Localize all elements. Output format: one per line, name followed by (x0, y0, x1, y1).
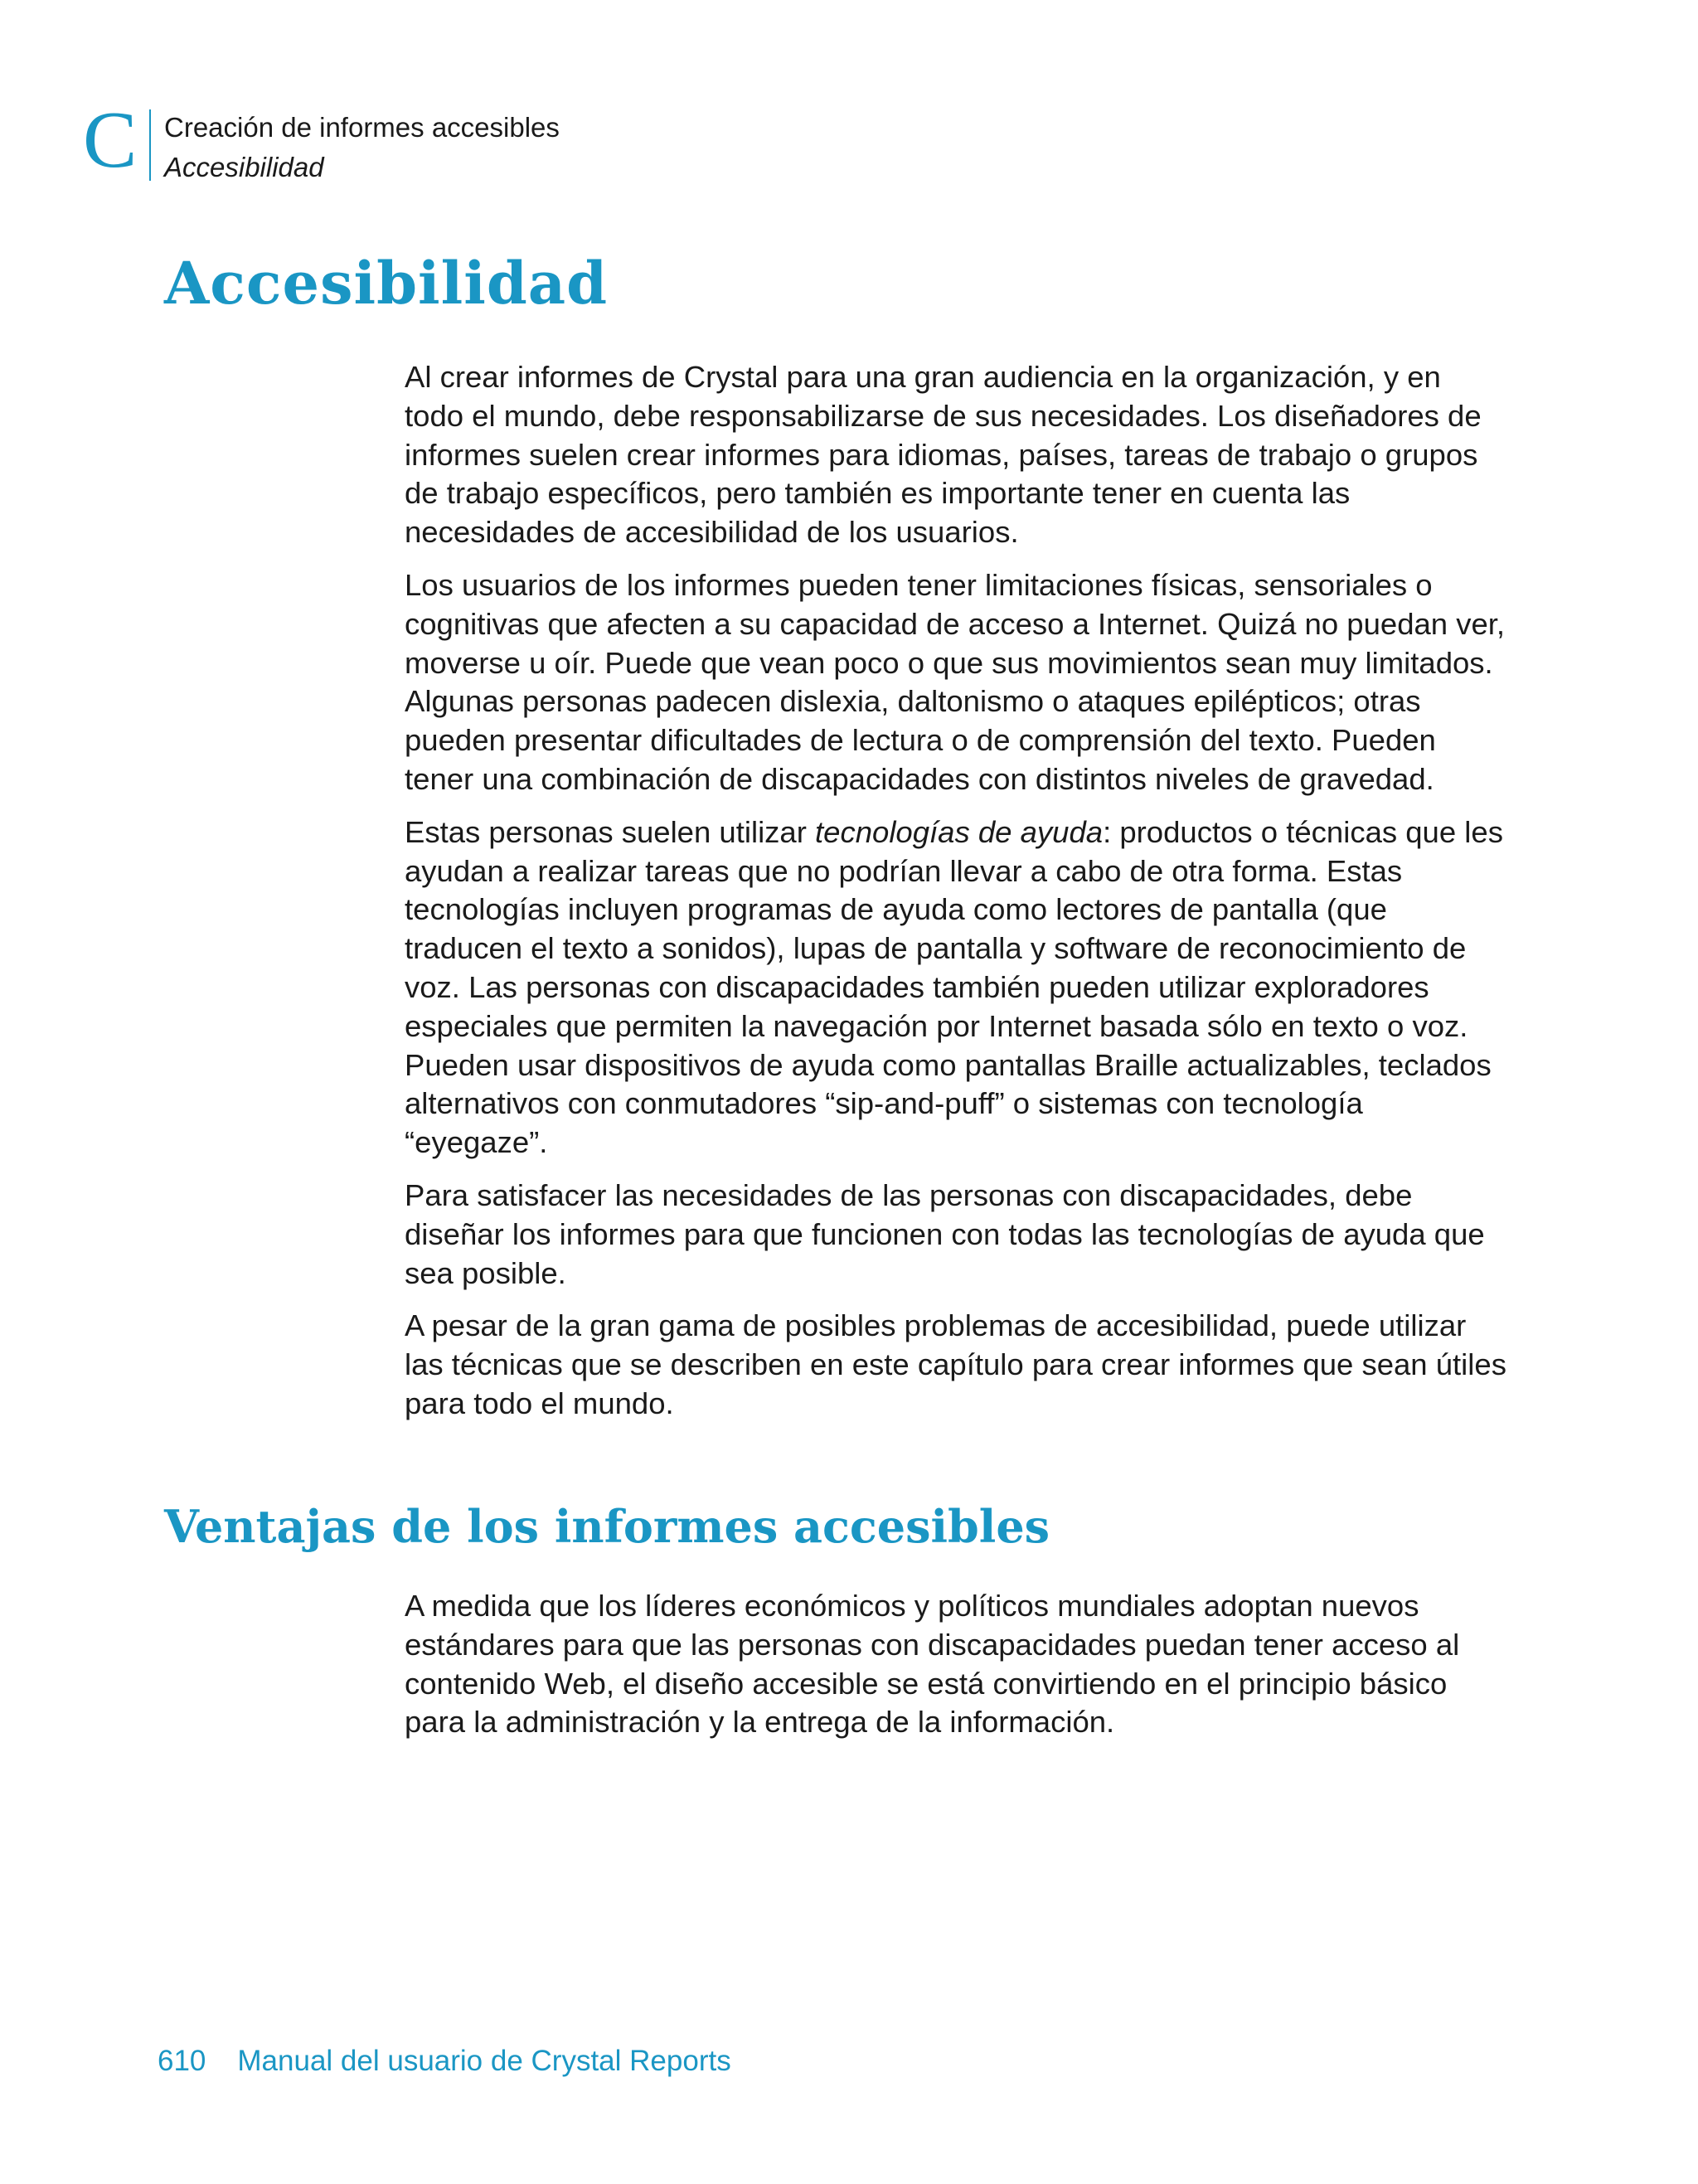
paragraph-assistive-tech (405, 813, 1507, 1162)
paragraph: A pesar de la gran gama de posibles problemas de accesibilidad, puede utilizar las técnicas que se describen en este capítulo para crear informes que sean útiles para todo el mundo. (405, 1308, 1506, 1420)
section-subtitle: Accesibilidad (164, 152, 324, 182)
section-title: Ventajas de los informes accesibles (164, 1500, 1050, 1553)
paragraph: Los usuarios de los informes pueden tener limitaciones físicas, sensoriales o cognitivas que afecten a su capacidad de acceso a Internet. Quizá no puedan ver, moverse u oír. Puede que vean poco o que sus movimientos sean muy limitados. Algunas personas padecen dislexia, daltonismo o ataques epilépticos; otras pueden presentar dificultades de lectura o de comprensión del texto. Pueden tener una combinación de discapacidades con distintos niveles de gravedad. (405, 567, 1506, 796)
paragraph-text: Estas personas suelen utilizar (405, 814, 816, 849)
paragraph-text: : productos o técnicas que les ayudan a realizar tareas que no podrían llevar a cabo de otra forma. Estas tecnologías incluyen programas de ayuda como lectores de pantalla (que traducen el texto a sonidos), lupas de pantalla y software de reconocimiento de voz. Las personas con discapacidades también pueden utilizar exploradores especiales que permiten la navegación por Internet basada sólo en texto o voz. Pueden usar dispositivos de ayuda como pantallas Braille actualizables, teclados alternativos con conmutadores “sip-and-puff” o sistemas con tecnología “eyegaze”. (405, 814, 1503, 1160)
book-title: Manual del usuario de Crystal Reports (237, 2045, 731, 2077)
page-number: 610 (158, 2045, 206, 2077)
main-body (405, 358, 1507, 1438)
paragraph: Para satisfacer las necesidades de las personas con discapacidades, debe diseñar los informes para que funcionen con todas las tecnologías de ayuda que sea posible. (405, 1177, 1485, 1290)
header-divider (149, 109, 151, 181)
page-footer (158, 2042, 731, 2080)
emphasis-term: tecnologías de ayuda (815, 814, 1104, 849)
page-title: Accesibilidad (164, 249, 609, 318)
paragraph: A medida que los líderes económicos y políticos mundiales adoptan nuevos estándares para que las personas con discapacidades puedan tener acceso al contenido Web, el diseño accesible se está convirtiendo en el principio básico para la administración y la entrega de la información. (405, 1589, 1460, 1740)
section-body (405, 1587, 1507, 1756)
paragraph: Al crear informes de Crystal para una gran audiencia en la organización, y en todo el mundo, debe responsabilizarse de sus necesidades. Los diseñadores de informes suelen crear informes para idiomas, países, tareas de trabajo o grupos de trabajo específicos, pero también es importante tener en cuenta las necesidades de accesibilidad de los usuarios. (405, 360, 1482, 550)
chapter-title: Creación de informes accesibles (164, 112, 560, 143)
chapter-letter: C (83, 95, 138, 185)
